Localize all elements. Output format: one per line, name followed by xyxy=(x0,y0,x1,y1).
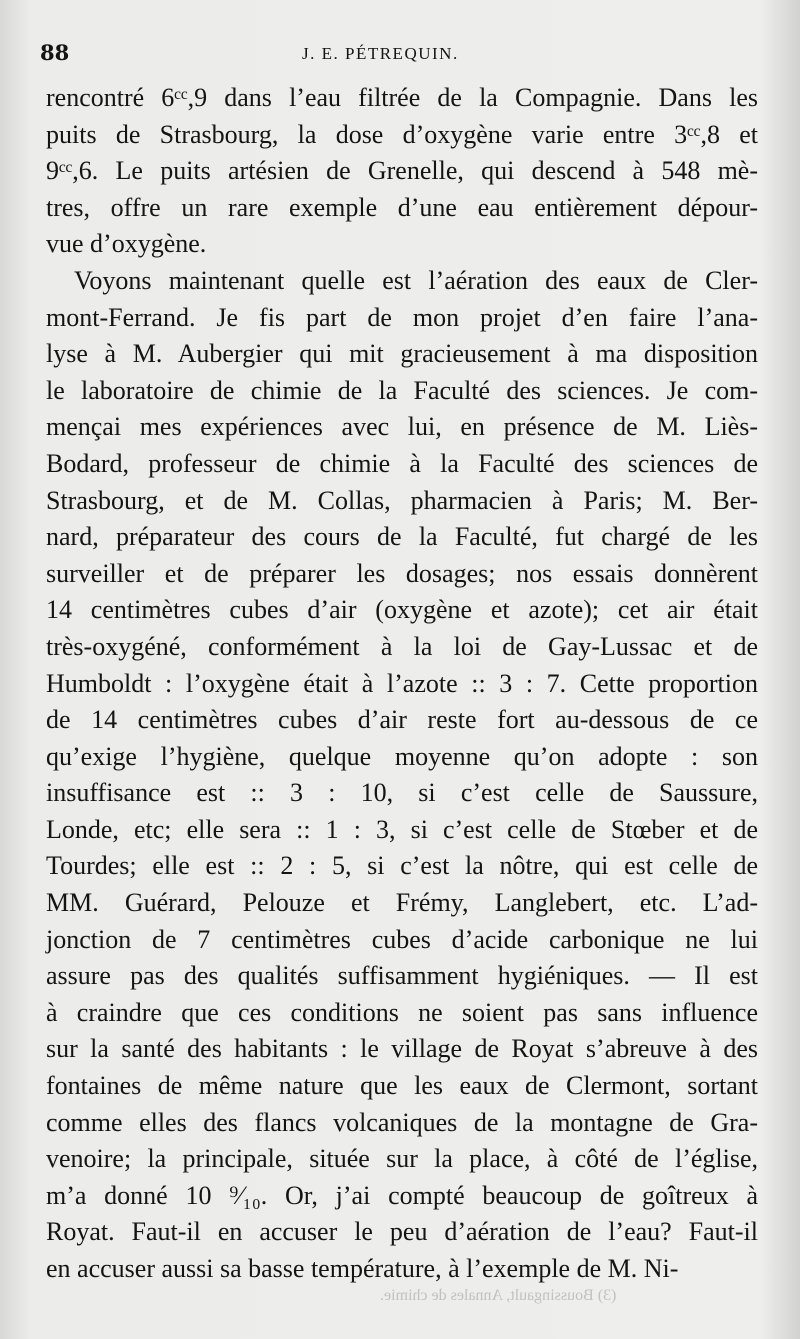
text-line: Tourdes; elle est :: 2 : 5, si c’est la nôtre, qui est celle de xyxy=(46,851,758,881)
text-line: Humboldt : l’oxygène était à l’azote :: 3 : 7. Cette proportion xyxy=(46,668,758,698)
page-header xyxy=(40,40,760,76)
text-line: comme elles des flancs volcaniques de la montagne de Gra- xyxy=(46,1107,758,1137)
text-line: sur la santé des habitants : le village de Royat s’abreuve à des xyxy=(46,1034,758,1064)
running-head: J. E. PÉTREQUIN. xyxy=(302,44,459,63)
text-line: mençai mes expériences avec lui, en présence de M. Liès- xyxy=(46,412,758,442)
body-text xyxy=(46,80,758,1288)
text-line: tres, offre un rare exemple d’une eau entièrement dépour- xyxy=(46,192,758,222)
text-line: le laboratoire de chimie de la Faculté des sciences. Je com- xyxy=(46,375,758,405)
text-line: Royat. Faut-il en accuser le peu d’aération de l’eau? Faut-il xyxy=(46,1217,758,1247)
text-line: en accuser aussi sa basse température, à l’exemple de M. Ni- xyxy=(46,1254,679,1283)
text-line: insuffisance est :: 3 : 10, si c’est celle de Saussure, xyxy=(46,778,758,808)
show-through-footnote: (3) Boussingault, Annales de chimie. xyxy=(380,1287,617,1304)
text-line: fontaines de même nature que les eaux de Clermont, sortant xyxy=(46,1071,758,1101)
text-line: puits de Strasbourg, la dose d’oxygène varie entre 3ᶜᶜ,8 et xyxy=(46,119,758,149)
text-line: qu’exige l’hygiène, quelque moyenne qu’on adopte : son xyxy=(46,741,758,771)
text-line: Londe, etc; elle sera :: 1 : 3, si c’est celle de Stœber et de xyxy=(46,814,758,844)
text-line: Voyons maintenant quelle est l’aération des eaux de Cler- xyxy=(74,265,758,295)
text-line: très-oxygéné, conformément à la loi de Gay-Lussac et de xyxy=(46,631,758,661)
text-line: nard, préparateur des cours de la Faculté, fut chargé de les xyxy=(46,522,758,552)
text-line: MM. Guérard, Pelouze et Frémy, Langlebert, etc. L’ad- xyxy=(46,888,758,918)
text-line: de 14 centimètres cubes d’air reste fort au-dessous de ce xyxy=(46,705,758,735)
text-line: mont-Ferrand. Je fis part de mon projet d’en faire l’ana- xyxy=(46,302,758,332)
text-line: Strasbourg, et de M. Collas, pharmacien à Paris; M. Ber- xyxy=(46,485,758,515)
page-number: 88 xyxy=(40,40,70,65)
text-line: à craindre que ces conditions ne soient pas sans influence xyxy=(46,997,758,1027)
text-line: lyse à M. Aubergier qui mit gracieusement à ma disposition xyxy=(46,339,758,369)
text-line: m’a donné 10 ⁹⁄₁₀. Or, j’ai compté beaucoup de goîtreux à xyxy=(46,1180,758,1210)
text-line: 14 centimètres cubes d’air (oxygène et azote); cet air était xyxy=(46,595,758,625)
text-line: 9ᶜᶜ,6. Le puits artésien de Grenelle, qui descend à 548 mè- xyxy=(46,156,758,186)
text-line: assure pas des qualités suffisamment hygiéniques. — Il est xyxy=(46,961,758,991)
text-line: vue d’oxygène. xyxy=(46,229,207,259)
text-line: Bodard, professeur de chimie à la Faculté des sciences de xyxy=(46,448,758,478)
text-line: jonction de 7 centimètres cubes d’acide carbonique ne lui xyxy=(46,924,758,954)
text-line: surveiller et de préparer les dosages; nos essais donnèrent xyxy=(46,558,758,588)
text-line: venoire; la principale, située sur la place, à côté de l’église, xyxy=(46,1144,758,1174)
text-line: rencontré 6ᶜᶜ,9 dans l’eau filtrée de la Compagnie. Dans les xyxy=(46,83,758,112)
